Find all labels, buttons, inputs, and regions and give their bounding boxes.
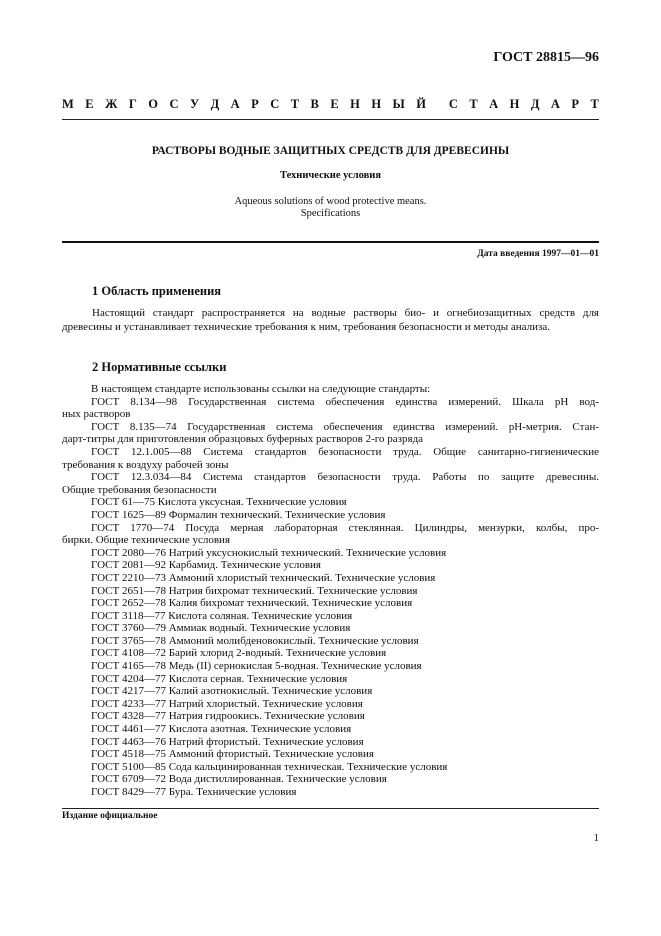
interstate-standard-banner bbox=[62, 97, 599, 112]
header-rule bbox=[62, 119, 599, 120]
reference-item: ГОСТ 61—75 Кислота уксусная. Технические условия bbox=[91, 496, 347, 509]
english-title-line2: Specifications bbox=[300, 208, 361, 219]
reference-item: ГОСТ 1770—74 Посуда мерная лабораторная стеклянная. Цилиндры, мензурки, колбы, про- bbox=[91, 521, 599, 534]
reference-item: ГОСТ 2081—92 Карбамид. Технические условия bbox=[91, 559, 321, 572]
banner-letter: Г bbox=[128, 97, 137, 111]
footer-rule bbox=[62, 808, 599, 809]
banner-letter: Ы bbox=[392, 97, 405, 111]
reference-item: ГОСТ 4463—76 Натрий фтористый. Технические условия bbox=[91, 735, 364, 748]
banner-letter: У bbox=[189, 97, 200, 111]
section1-heading: 1 Область применения bbox=[92, 284, 222, 298]
banner-letter: Т bbox=[590, 97, 599, 111]
section1-text bbox=[62, 307, 599, 334]
banner-letter: Ж bbox=[105, 97, 118, 111]
reference-item: В настоящем стандарте использованы ссылки на следующие стандарты: bbox=[91, 383, 431, 395]
banner-letter: М bbox=[62, 97, 74, 111]
english-title bbox=[0, 196, 661, 220]
reference-item: ГОСТ 12.1.005—88 Система стандартов безопасности труда. Общие санитарно-гигиенические bbox=[91, 445, 599, 458]
reference-item: ГОСТ 8.135—74 Государственная система обеспечения единства измерений. pH-метрия. Стан- bbox=[91, 420, 599, 433]
reference-item: ГОСТ 4217—77 Калий азотнокислый. Технические условия bbox=[91, 685, 373, 698]
reference-item: ГОСТ 2652—78 Калия бихромат технический. Технические условия bbox=[91, 597, 413, 610]
banner-letter: Е bbox=[85, 97, 94, 111]
reference-item: ГОСТ 3760—79 Аммиак водный. Технические условия bbox=[91, 622, 351, 635]
document-title: РАСТВОРЫ ВОДНЫЕ ЗАЩИТНЫХ СРЕДСТВ ДЛЯ ДРЕВЕСИНЫ bbox=[151, 145, 510, 157]
banner-letter: Н bbox=[509, 97, 520, 111]
banner-letter: Т bbox=[469, 97, 478, 111]
reference-item: ГОСТ 1625—89 Формалин технический. Технические условия bbox=[91, 508, 386, 521]
banner-letter: Е bbox=[330, 97, 339, 111]
reference-item-continuation: дарт-титры для приготовления образцовых буферных растворов 2-го разряда bbox=[62, 433, 424, 446]
banner-letter: Н bbox=[371, 97, 382, 111]
banner-letter: О bbox=[148, 97, 159, 111]
banner-letter: Н bbox=[350, 97, 360, 111]
edition-note: Издание официальное bbox=[62, 811, 158, 821]
reference-item: ГОСТ 4518—75 Аммоний фтористый. Технические условия bbox=[91, 748, 374, 761]
banner-letter: А bbox=[489, 97, 499, 111]
banner-letter: В bbox=[310, 97, 319, 111]
reference-item: ГОСТ 3765—78 Аммоний молибденовокислый. Технические условия bbox=[91, 634, 419, 647]
reference-item-continuation: требования к воздуху рабочей зоны bbox=[62, 458, 229, 471]
document-subtitle: Технические условия bbox=[279, 170, 382, 181]
reference-item: ГОСТ 5100—85 Сода кальцинированная техническая. Технические условия bbox=[91, 760, 448, 773]
title-rule bbox=[62, 241, 599, 243]
reference-item: ГОСТ 6709—72 Вода дистиллированная. Технические условия bbox=[91, 773, 387, 786]
banner-letter: Д bbox=[210, 97, 220, 111]
banner-letter: А bbox=[230, 97, 240, 111]
banner-letter: А bbox=[550, 97, 560, 111]
banner-letter: С bbox=[169, 97, 179, 111]
section1-paragraph: Настоящий стандарт распространяется на водные растворы био- и огнебиозащитных средств для древесины и устанавливает технические требования к ним, требования безопасности и методы анализа. bbox=[62, 307, 599, 333]
reference-item: ГОСТ 8.134—98 Государственная система обеспечения единства измерений. Шкала pH вод- bbox=[91, 395, 599, 408]
banner-letter: Й bbox=[416, 97, 426, 111]
reference-item: ГОСТ 12.3.034—84 Система стандартов безопасности труда. Работы по защите древесины. bbox=[91, 471, 599, 484]
reference-item: ГОСТ 4461—77 Кислота азотная. Технические условия bbox=[91, 723, 352, 736]
reference-item: ГОСТ 4328—77 Натрия гидроокись. Технические условия bbox=[91, 710, 365, 723]
reference-item: ГОСТ 2210—73 Аммоний хлористый технический. Технические условия bbox=[91, 571, 436, 584]
banner-letter: С bbox=[270, 97, 280, 111]
reference-item: ГОСТ 2080—76 Натрий уксуснокислый технический. Технические условия bbox=[91, 546, 447, 559]
banner-letter: Р bbox=[571, 97, 580, 111]
banner-letter: Д bbox=[530, 97, 540, 111]
page-number: 1 bbox=[593, 832, 599, 844]
introduction-date: Дата введения 1997—01—01 bbox=[477, 249, 599, 259]
reference-item-continuation: ных растворов bbox=[62, 408, 131, 421]
section2-heading: 2 Нормативные ссылки bbox=[92, 360, 227, 374]
reference-item: ГОСТ 4204—77 Кислота серная. Технические условия bbox=[91, 672, 348, 685]
reference-item-continuation: Общие требования безопасности bbox=[62, 483, 217, 496]
reference-item: ГОСТ 4108—72 Барий хлорид 2-водный. Технические условия bbox=[91, 647, 387, 660]
banner-letter: Р bbox=[251, 97, 259, 111]
reference-item: ГОСТ 2651—78 Натрия бихромат технический. Технические условия bbox=[91, 584, 418, 597]
english-title-line1: Aqueous solutions of wood protective means. bbox=[234, 196, 427, 207]
banner-letter: Т bbox=[290, 97, 300, 111]
reference-item: ГОСТ 3118—77 Кислота соляная. Технические условия bbox=[91, 609, 353, 622]
banner-letter: С bbox=[448, 97, 458, 111]
reference-item: ГОСТ 8429—77 Бура. Технические условия bbox=[91, 786, 297, 798]
standard-number: ГОСТ 28815—96 bbox=[493, 50, 599, 65]
reference-item: ГОСТ 4165—78 Медь (II) сернокислая 5-водная. Технические условия bbox=[91, 660, 422, 673]
reference-item-continuation: бирки. Общие технические условия bbox=[62, 534, 231, 547]
references-list bbox=[62, 383, 599, 799]
reference-item: ГОСТ 4233—77 Натрий хлористый. Технические условия bbox=[91, 697, 363, 710]
